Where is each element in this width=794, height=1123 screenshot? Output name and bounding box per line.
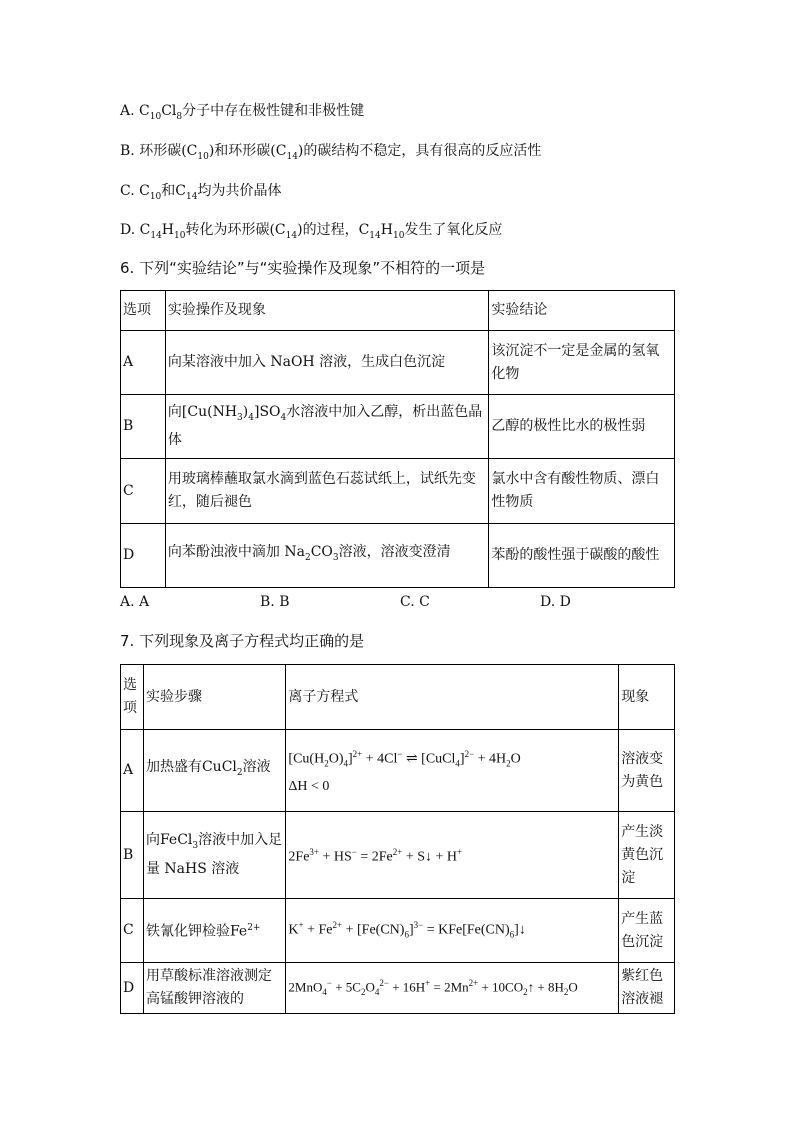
q7-observation: 溶液变为黄色 — [619, 730, 675, 812]
q6-row-c — [121, 459, 675, 524]
q7-equation-a: $[Cu(H_2O)_4]^{2+} + 4Cl^-$ ⇌ [CuCl$_4$]$^{2-}$ + $4H_2O$ — [288, 748, 521, 769]
q7-equation — [286, 963, 619, 1014]
q7-header-option: 选项 — [121, 665, 144, 730]
q7-header-equation: 离子方程式 — [286, 665, 619, 730]
q5-option-b: B. 环形碳$(C_{10})$和环形碳$(C_{14})$的碳结构不稳定，具有很高的反应活性 — [120, 143, 542, 162]
q7-row-d — [121, 963, 675, 1014]
q6-choice-d: D. D — [540, 594, 571, 610]
q7-row-a — [121, 730, 675, 812]
q6-operation: 向某溶液中加入 NaOH 溶液，生成白色沉淀 — [165, 331, 488, 395]
q7-header-step: 实验步骤 — [143, 665, 285, 730]
q6-option-label: C — [121, 459, 166, 524]
q7-step: 向FeCl$_3$溶液中加入足量 NaHS 溶液 — [143, 812, 285, 899]
q7-header-observation: 现象 — [619, 665, 675, 730]
q7-equation — [286, 899, 619, 963]
q7-row-c — [121, 899, 675, 963]
q6-row-d — [121, 524, 675, 588]
q6-choice-b: B. B — [260, 594, 290, 610]
q7-step: 铁氰化钾检验$Fe^{2+}$ — [143, 899, 285, 963]
q7-equation — [286, 730, 619, 812]
q7-step: 用草酸标准溶液测定高锰酸钾溶液的 — [143, 963, 285, 1014]
q7-observation: 产生淡黄色沉淀 — [619, 812, 675, 899]
q6-operation: 向苯酚浊液中滴加 $Na_2CO_3$溶液，溶液变澄清 — [165, 524, 488, 588]
q6-table — [120, 290, 675, 588]
q6-title: 6. 下列“实验结论”与“实验操作及现象”不相符的一项是 — [120, 259, 486, 277]
q6-option-label: A — [121, 331, 166, 395]
q6-conclusion: 氯水中含有酸性物质、漂白性物质 — [489, 459, 675, 524]
q6-operation: 用玻璃棒蘸取氯水滴到蓝色石蕊试纸上，试纸先变红，随后褪色 — [165, 459, 488, 524]
q7-option-label: D — [121, 963, 144, 1014]
q6-row-a — [121, 331, 675, 395]
q6-option-label: B — [121, 395, 166, 459]
q6-header-conclusion: 实验结论 — [489, 291, 675, 331]
q7-equation — [286, 812, 619, 899]
q7-equation-b: $2Fe^{3+} + HS^- = 2Fe^{2+}$ + S↓ + H+ — [288, 847, 463, 865]
q7-title: 7. 下列现象及离子方程式均正确的是 — [120, 632, 365, 650]
q5-option-d: D. $C_{14}H_{10}$转化为环形碳$(C_{14})$的过程，$C_{14}H_{10}$发生了氧化反应 — [120, 222, 503, 241]
q6-header-option: 选项 — [121, 291, 166, 331]
q6-row-b — [121, 395, 675, 459]
q6-conclusion: 该沉淀不一定是金属的氢氧化物 — [489, 331, 675, 395]
q6-operation: 向$[Cu(NH_3)_4]SO_4$水溶液中加入乙醇，析出蓝色晶体 — [165, 395, 488, 459]
q7-table — [120, 664, 675, 1014]
q7-equation-d: $2MnO_4^- + 5C_2O_4^{2-} + 16H^+ = 2Mn^{2+}$ + $10CO_2↑ + 8H_2O$ — [288, 978, 578, 997]
q7-option-label: A — [121, 730, 144, 812]
q5-option-c: C. $C_{10}$和$C_{14}$均为共价晶体 — [120, 183, 282, 202]
q7-equation-c: $K^+ + Fe^{2+} + [Fe(CN)_6]^{3-}$ = $KFe[Fe(CN)_6]↓$ — [288, 920, 526, 940]
q7-enthalpy: ΔH < 0 — [288, 779, 330, 795]
q7-step: 加热盛有CuCl$_2$溶液 — [143, 730, 285, 812]
q6-header-operation: 实验操作及现象 — [165, 291, 488, 331]
q7-row-b — [121, 812, 675, 899]
q6-conclusion: 苯酚的酸性强于碳酸的酸性 — [489, 524, 675, 588]
q6-option-label: D — [121, 524, 166, 588]
q6-answer-choices — [120, 594, 571, 610]
q7-header-row — [121, 665, 675, 730]
q6-choice-a: A. A — [120, 594, 150, 610]
q6-header-row — [121, 291, 675, 331]
q7-option-label: C — [121, 899, 144, 963]
q7-option-label: B — [121, 812, 144, 899]
q5-option-a: A. $C_{10}Cl_8$分子中存在极性键和非极性键 — [120, 103, 365, 122]
q6-choice-c: C. C — [400, 594, 430, 610]
q7-observation: 紫红色溶液褪 — [619, 963, 675, 1014]
q6-conclusion: 乙醇的极性比水的极性弱 — [489, 395, 675, 459]
q7-observation: 产生蓝色沉淀 — [619, 899, 675, 963]
